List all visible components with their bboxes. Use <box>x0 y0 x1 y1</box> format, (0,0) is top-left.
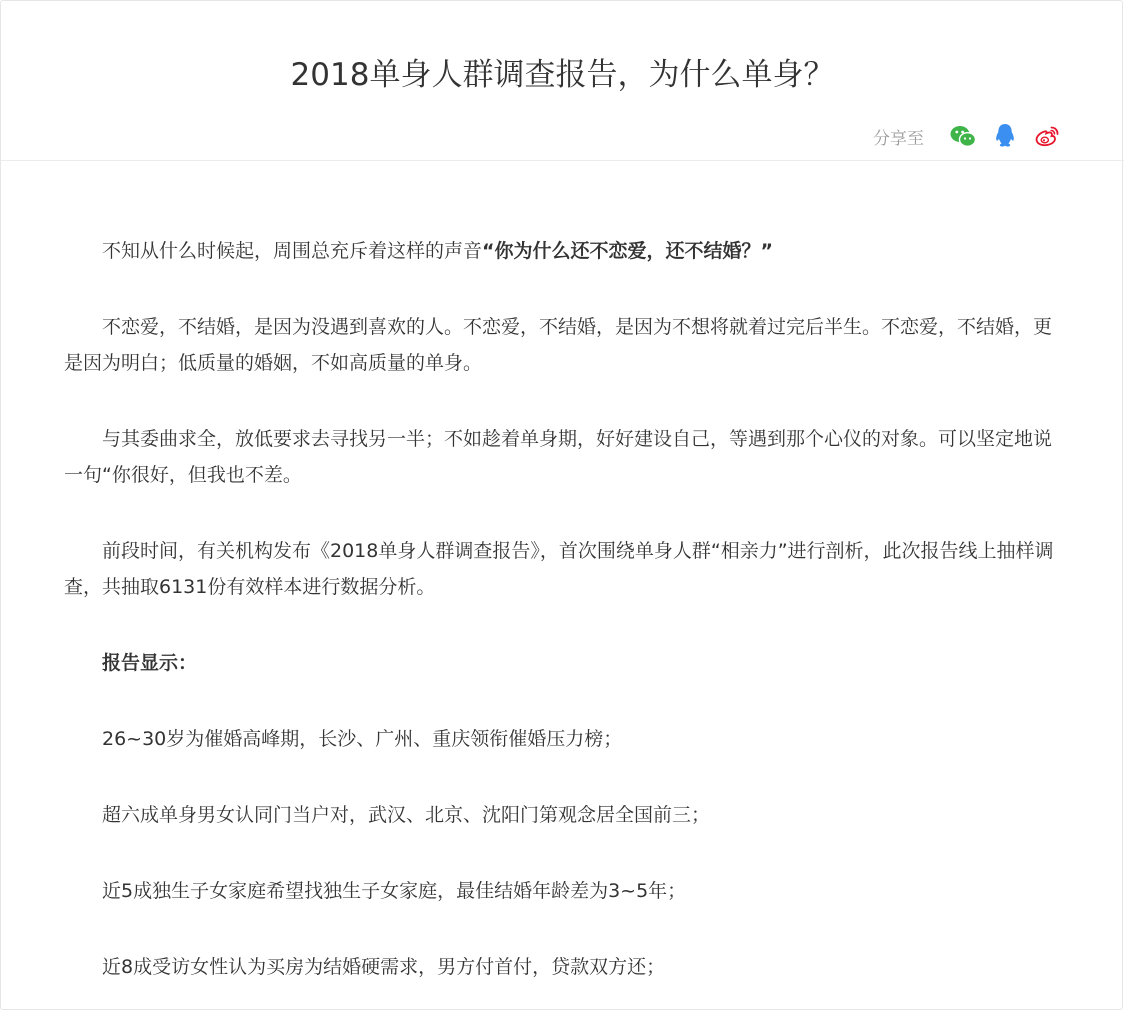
paragraph-finding-family: 超六成单身男女认同门当户对，武汉、北京、沈阳门第观念居全国前三； <box>102 804 711 826</box>
share-bar <box>873 119 1062 153</box>
paragraph-intro <box>64 233 1059 269</box>
wechat-icon[interactable] <box>948 121 978 151</box>
weibo-icon[interactable] <box>1032 121 1062 151</box>
intro-quote: “你为什么还不恋爱，还不结婚？” <box>482 240 773 262</box>
paragraph-report-heading: 报告显示： <box>102 652 198 674</box>
article-title: 2018单身人群调查报告，为什么单身？ <box>290 57 835 93</box>
qq-icon[interactable] <box>990 121 1020 151</box>
article-body <box>64 233 1059 985</box>
paragraph-self-improvement: 与其委曲求全，放低要求去寻找另一半；不如趁着单身期，好好建设自己，等遇到那个心仪的对象。可以坚定地说一句“你很好，但我也不差。 <box>64 428 1053 486</box>
paragraph-finding-age: 26~30岁为催婚高峰期，长沙、广州、重庆领衔催婚压力榜； <box>102 728 623 750</box>
share-label: 分享至 <box>873 128 924 149</box>
article-header <box>1 1 1124 161</box>
paragraph-finding-only-child: 近5成独生子女家庭希望找独生子女家庭，最佳结婚年龄差为3~5年； <box>102 880 687 902</box>
paragraph-reasons: 不恋爱，不结婚，是因为没遇到喜欢的人。不恋爱，不结婚，是因为不想将就着过完后半生。不恋爱，不结婚，更是因为明白；低质量的婚姻，不如高质量的单身。 <box>64 316 1053 374</box>
intro-text: 不知从什么时候起，周围总充斥着这样的声音 <box>102 240 483 262</box>
paragraph-finding-house: 近8成受访女性认为买房为结婚硬需求，男方付首付，贷款双方还； <box>102 956 666 978</box>
paragraph-report-intro: 前段时间，有关机构发布《2018单身人群调查报告》，首次围绕单身人群“相亲力”进行剖析，此次报告线上抽样调查，共抽取6131份有效样本进行数据分析。 <box>64 540 1054 598</box>
